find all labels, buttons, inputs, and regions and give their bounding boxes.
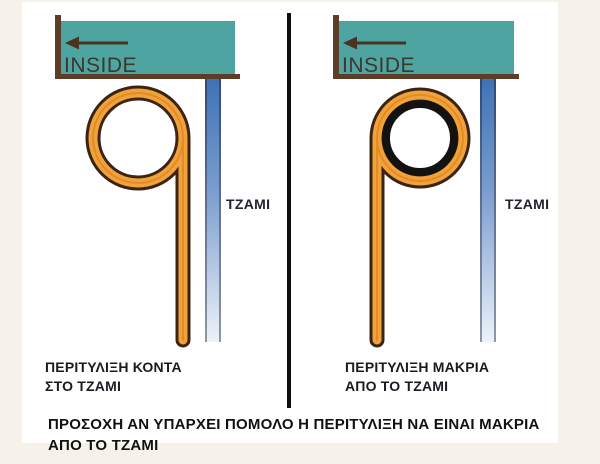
caption-far-from-glass [345, 358, 489, 396]
loop-inner-ring [386, 104, 454, 172]
panel-close-to-glass [55, 15, 270, 342]
warning-line: ΠΡΟΣΟΧΗ ΑΝ ΥΠΑΡΧΕΙ ΠΟΜΟΛΟ Η ΠΕΡΙΤΥΛΙΞΗ ΝΑ ΕΙΝΑΙ ΜΑΚΡΙΑ [48, 416, 540, 433]
panel-far-from-glass [333, 15, 549, 342]
glass-pane-edge [494, 76, 496, 342]
headbox-left-border [55, 15, 61, 79]
glass-pane [481, 76, 496, 342]
glass-pane-edge [219, 76, 221, 342]
glass-pane-edge [205, 76, 207, 342]
headbox-left-border [333, 15, 339, 79]
cord-loop-close [93, 93, 183, 340]
caption-line: ΑΠΟ ΤΟ ΤΖΑΜΙ [345, 378, 449, 394]
caption-line: ΣΤΟ ΤΖΑΜΙ [45, 378, 122, 394]
caption-close-to-glass [45, 358, 182, 396]
glass-pane [206, 76, 221, 342]
glass-label: ΤΖΑΜΙ [505, 196, 550, 212]
inside-label: INSIDE [64, 54, 138, 77]
glass-pane-edge [480, 76, 482, 342]
caption-line: ΠΕΡΙΤΥΛΙΞΗ ΜΑΚΡΙΑ [345, 359, 490, 375]
warning-line: ΑΠΟ ΤΟ ΤΖΑΜΙ [48, 437, 159, 454]
cord-loop-far [377, 95, 463, 340]
glass-label: ΤΖΑΜΙ [226, 196, 271, 212]
caption-line: ΠΕΡΙΤΥΛΙΞΗ ΚΟΝΤΑ [45, 359, 182, 375]
warning-note [48, 414, 540, 456]
panel-divider [287, 13, 291, 408]
inside-label: INSIDE [342, 54, 416, 77]
